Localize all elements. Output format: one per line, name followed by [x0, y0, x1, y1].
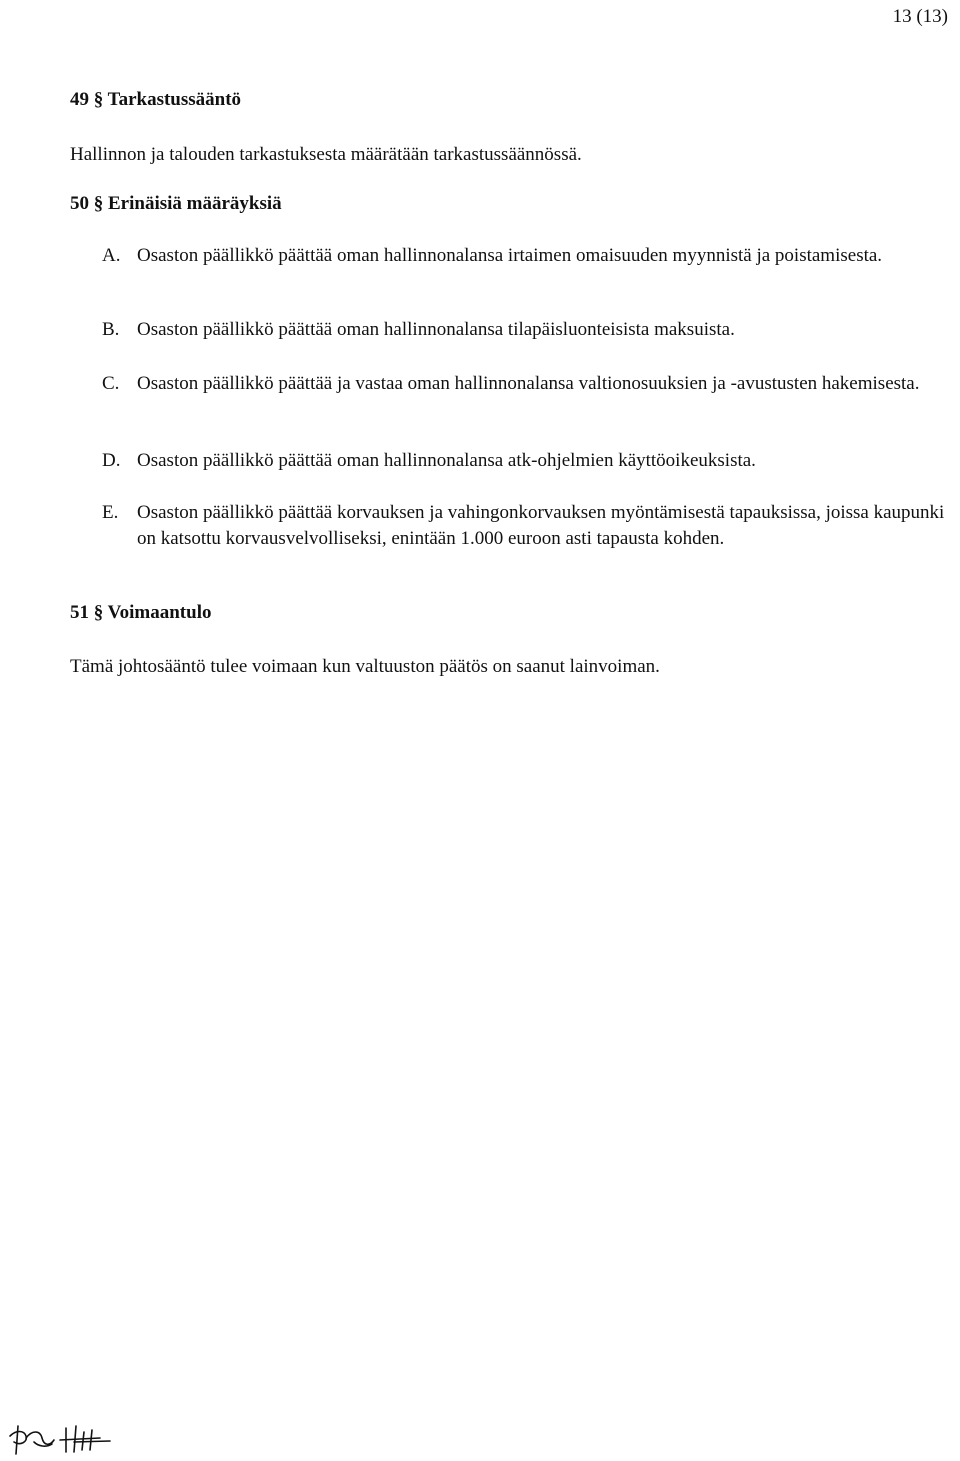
section-heading-51: 51 § Voimaantulo [70, 602, 212, 623]
section-51-text: Tämä johtosääntö tulee voimaan kun valtuuston päätös on saanut lainvoiman. [70, 656, 660, 677]
item-text: Osaston päällikkö päättää oman hallinnonalansa irtaimen omaisuuden myynnistä ja poistamisesta. [137, 245, 883, 266]
list-item-d [102, 448, 947, 474]
item-letter: A. [102, 245, 121, 266]
item-text: Osaston päällikkö päättää korvauksen ja vahingonkorvauksen myöntämisestä tapauksissa, joissa kaupunki on katsottu korvausvelvolliseksi, enintään 1.000 euroon asti tapausta kohden. [137, 502, 945, 549]
list-item-a [102, 243, 947, 269]
item-text: Osaston päällikkö päättää oman hallinnonalansa tilapäisluonteisista maksuista. [137, 319, 735, 340]
item-letter: B. [102, 319, 120, 340]
item-letter: D. [102, 450, 121, 471]
item-letter: C. [102, 373, 120, 394]
page-number: 13 (13) [892, 6, 948, 27]
section-heading-49: 49 § Tarkastussääntö [70, 89, 242, 110]
list-item-c [102, 371, 947, 397]
item-letter: E. [102, 502, 119, 523]
list-item-b [102, 317, 947, 343]
section-49-text: Hallinnon ja talouden tarkastuksesta määrätään tarkastussäännössä. [70, 144, 582, 165]
section-heading-50: 50 § Erinäisiä määräyksiä [70, 193, 282, 214]
item-text: Osaston päällikkö päättää oman hallinnonalansa atk-ohjelmien käyttöoikeuksista. [137, 450, 756, 471]
handwritten-initials-signature [4, 1422, 116, 1456]
list-item-e [102, 500, 947, 552]
item-text: Osaston päällikkö päättää ja vastaa oman hallinnonalansa valtionosuuksien ja -avustusten hakemisesta. [137, 373, 920, 394]
